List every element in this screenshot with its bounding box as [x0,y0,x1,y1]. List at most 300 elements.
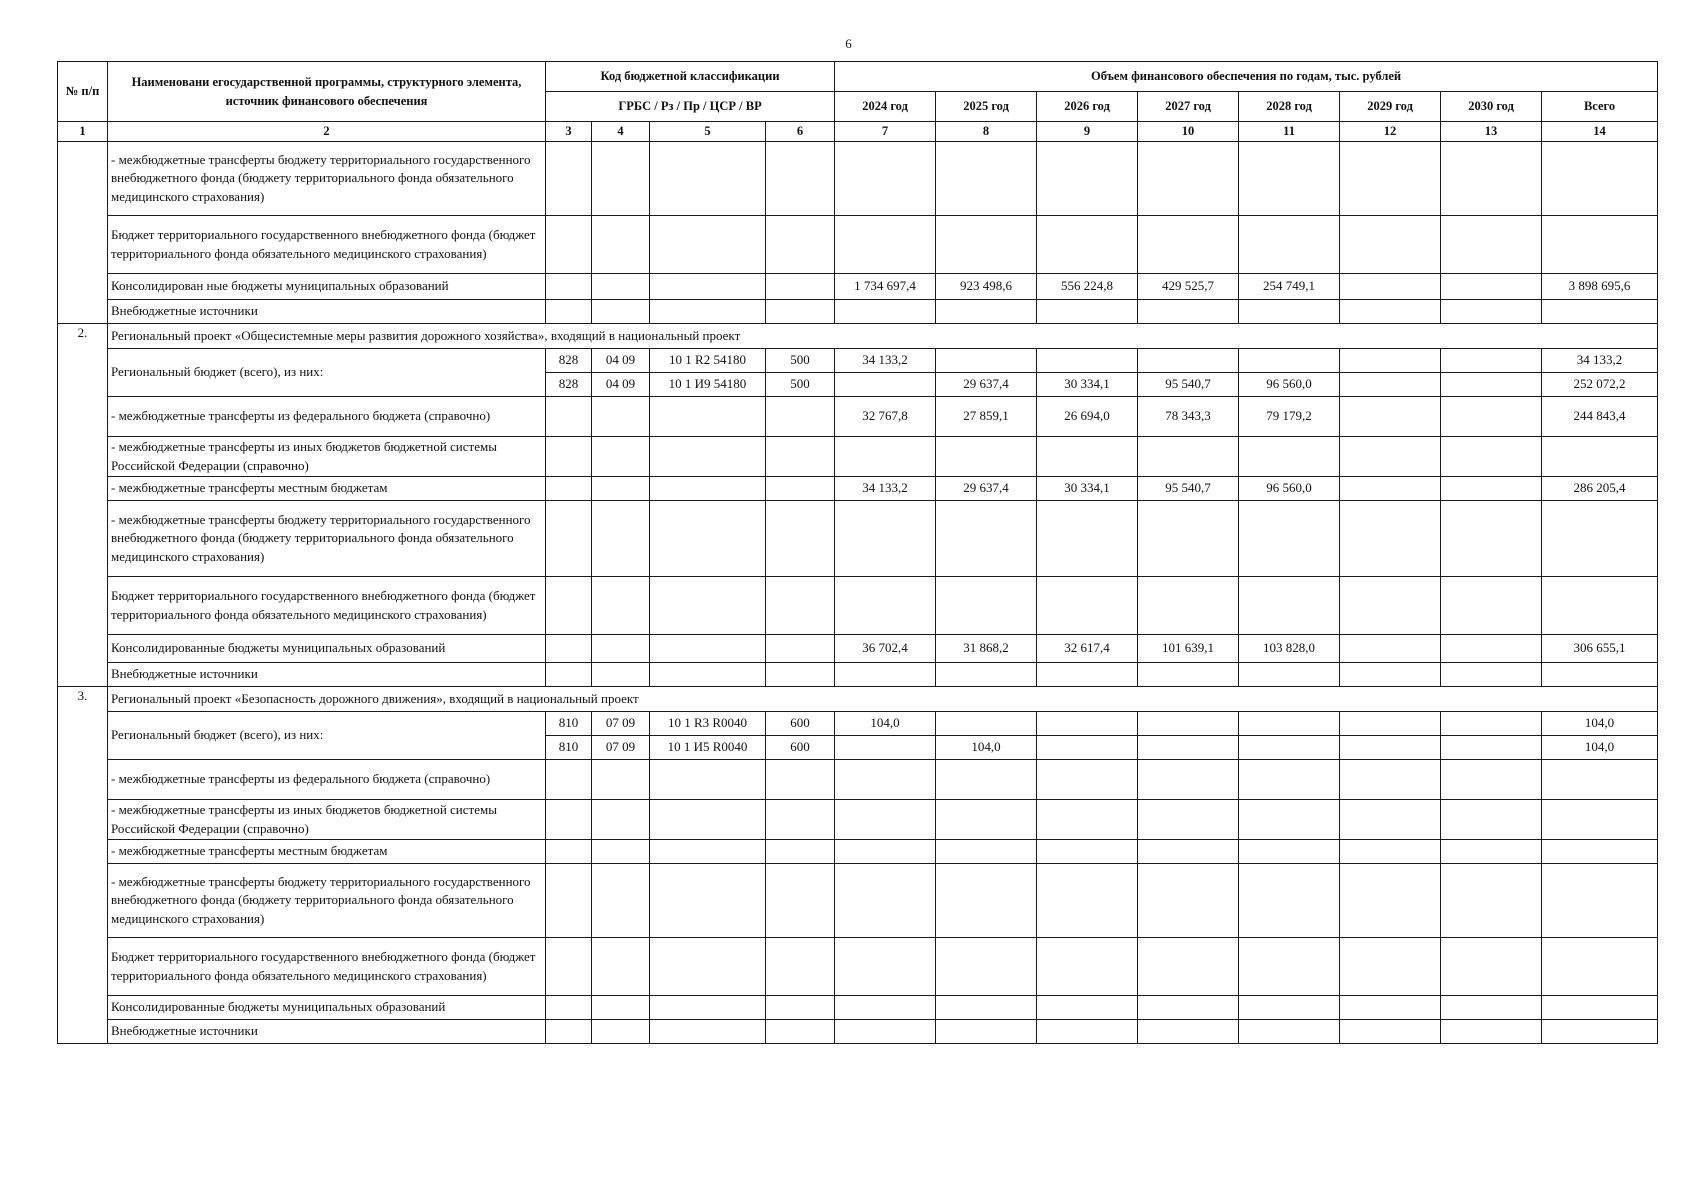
value-cell: 103 828,0 [1239,635,1340,663]
code-cell [546,800,592,840]
table-row [58,142,1658,216]
value-cell [936,300,1037,324]
value-cell [1542,501,1658,577]
value-cell [1239,736,1340,760]
code-cell [766,1020,835,1044]
value-cell: 104,0 [1542,712,1658,736]
value-cell [1037,501,1138,577]
code-cell [546,635,592,663]
value-cell [1138,800,1239,840]
value-cell [1037,300,1138,324]
value-cell [1441,142,1542,216]
table-row [58,760,1658,800]
code-cell [592,635,650,663]
row-label: Бюджет территориального государственного внебюджетного фонда (бюджет территориального фонда обязательного медицинского страхования) [108,938,546,996]
code-cell [650,437,766,477]
value-cell [1037,663,1138,687]
header-year: 2030 год [1441,92,1542,122]
code-cell [650,938,766,996]
code-cell [546,996,592,1020]
value-cell [1441,216,1542,274]
value-cell: 31 868,2 [936,635,1037,663]
code-cell [546,142,592,216]
row-label: - межбюджетные трансферты из федерального бюджета (справочно) [108,397,546,437]
value-cell [1037,800,1138,840]
value-cell [1037,840,1138,864]
value-cell [1340,397,1441,437]
code-cell [592,864,650,938]
code-cell [650,501,766,577]
grbs-code: 828 [546,349,592,373]
value-cell [1239,938,1340,996]
rz-pr-code: 04 09 [592,373,650,397]
code-cell [650,397,766,437]
value-cell [1340,477,1441,501]
table-row [58,437,1658,477]
value-cell [1138,216,1239,274]
table-row [58,938,1658,996]
code-cell [766,663,835,687]
section-title-row [58,687,1658,712]
value-cell [1441,1020,1542,1044]
value-cell [1037,142,1138,216]
table-row [58,996,1658,1020]
value-cell: 30 334,1 [1037,373,1138,397]
header-year: 2026 год [1037,92,1138,122]
column-number: 13 [1441,122,1542,142]
row-label: Бюджет территориального государственного внебюджетного фонда (бюджет территориального фонда обязательного медицинского страхования) [108,577,546,635]
value-cell [1037,437,1138,477]
header-total: Всего [1542,92,1658,122]
code-cell [592,142,650,216]
code-cell [650,663,766,687]
table-row [58,663,1658,687]
value-cell [1441,477,1542,501]
code-cell [650,635,766,663]
value-cell [835,996,936,1020]
column-number: 12 [1340,122,1441,142]
value-cell [936,840,1037,864]
value-cell [1340,274,1441,300]
value-cell [1138,437,1239,477]
row-label: - межбюджетные трансферты местным бюджетам [108,477,546,501]
value-cell [1037,577,1138,635]
value-cell [1340,373,1441,397]
value-cell [1239,142,1340,216]
value-cell: 30 334,1 [1037,477,1138,501]
value-cell [1441,437,1542,477]
value-cell: 95 540,7 [1138,477,1239,501]
value-cell: 32 617,4 [1037,635,1138,663]
value-cell [936,1020,1037,1044]
value-cell [1037,712,1138,736]
table-row [58,800,1658,840]
row-label: - межбюджетные трансферты бюджету территориального государственного внебюджетного фонда (бюджету территориального фонда обязательного медицинского страхования) [108,142,546,216]
rz-pr-code: 07 09 [592,736,650,760]
code-cell [592,840,650,864]
value-cell [1542,1020,1658,1044]
budget-table [57,61,1658,1044]
section-index: 2. [58,324,108,687]
value-cell [1239,300,1340,324]
table-row [58,501,1658,577]
grbs-code: 828 [546,373,592,397]
value-cell: 26 694,0 [1037,397,1138,437]
code-cell [546,477,592,501]
value-cell: 104,0 [835,712,936,736]
value-cell [835,736,936,760]
value-cell [1340,840,1441,864]
value-cell [835,1020,936,1044]
row-label: Внебюджетные источники [108,300,546,324]
value-cell [1542,938,1658,996]
csr-code: 10 1 R3 R0040 [650,712,766,736]
value-cell [1340,437,1441,477]
value-cell [835,577,936,635]
table-row [58,840,1658,864]
value-cell [936,216,1037,274]
value-cell [1441,501,1542,577]
code-cell [766,397,835,437]
code-cell [546,501,592,577]
code-cell [766,501,835,577]
column-number: 6 [766,122,835,142]
code-cell [546,1020,592,1044]
table-row [58,300,1658,324]
code-cell [592,663,650,687]
value-cell: 429 525,7 [1138,274,1239,300]
regional-budget-label: Региональный бюджет (всего), из них: [108,712,546,760]
vr-code: 500 [766,349,835,373]
value-cell [1542,760,1658,800]
value-cell [1441,577,1542,635]
value-cell [936,663,1037,687]
value-cell [835,501,936,577]
header-year: 2029 год [1340,92,1441,122]
value-cell [835,663,936,687]
column-number: 4 [592,122,650,142]
value-cell: 923 498,6 [936,274,1037,300]
section-index: 3. [58,687,108,1044]
value-cell [1441,635,1542,663]
code-cell [766,300,835,324]
code-cell [766,800,835,840]
row-label: Внебюджетные источники [108,1020,546,1044]
vr-code: 600 [766,736,835,760]
value-cell [1340,635,1441,663]
value-cell: 101 639,1 [1138,635,1239,663]
column-number: 11 [1239,122,1340,142]
value-cell [1441,349,1542,373]
code-cell [546,300,592,324]
value-cell [835,938,936,996]
value-cell [1340,1020,1441,1044]
code-cell [546,938,592,996]
value-cell [1340,142,1441,216]
row-label: - межбюджетные трансферты бюджету территориального государственного внебюджетного фонда (бюджету территориального фонда обязательного медицинского страхования) [108,501,546,577]
value-cell [1138,577,1239,635]
value-cell: 79 179,2 [1239,397,1340,437]
table-row [58,477,1658,501]
rz-pr-code: 04 09 [592,349,650,373]
value-cell [936,577,1037,635]
value-cell [1340,216,1441,274]
value-cell: 29 637,4 [936,373,1037,397]
value-cell: 96 560,0 [1239,373,1340,397]
value-cell [1239,1020,1340,1044]
grbs-code: 810 [546,736,592,760]
code-cell [650,300,766,324]
value-cell [1542,996,1658,1020]
value-cell [1441,938,1542,996]
code-cell [650,996,766,1020]
value-cell [1138,712,1239,736]
value-cell [1239,501,1340,577]
value-cell [1340,800,1441,840]
value-cell: 252 072,2 [1542,373,1658,397]
value-cell [1239,840,1340,864]
value-cell [1138,736,1239,760]
value-cell [1542,577,1658,635]
code-cell [650,577,766,635]
row-label: - межбюджетные трансферты местным бюджетам [108,840,546,864]
column-number: 9 [1037,122,1138,142]
header-year: 2024 год [835,92,936,122]
value-cell [1239,437,1340,477]
code-cell [650,864,766,938]
regional-budget-row [58,712,1658,736]
value-cell [1239,996,1340,1020]
value-cell [936,712,1037,736]
value-cell [1340,300,1441,324]
value-cell [1441,864,1542,938]
code-cell [592,800,650,840]
code-cell [766,216,835,274]
code-cell [546,274,592,300]
value-cell: 286 205,4 [1542,477,1658,501]
column-number: 1 [58,122,108,142]
code-cell [766,996,835,1020]
code-cell [546,216,592,274]
value-cell [835,864,936,938]
header-year: 2027 год [1138,92,1239,122]
row-label: Внебюджетные источники [108,663,546,687]
value-cell [1037,349,1138,373]
code-cell [766,437,835,477]
section-title: Региональный проект «Безопасность дорожного движения», входящий в национальный проект [108,687,1658,712]
value-cell [1542,663,1658,687]
value-cell [835,300,936,324]
value-cell: 3 898 695,6 [1542,274,1658,300]
value-cell [835,142,936,216]
code-cell [592,938,650,996]
value-cell [1138,501,1239,577]
table-row [58,864,1658,938]
value-cell [1542,437,1658,477]
value-cell [1441,663,1542,687]
column-number: 2 [108,122,546,142]
row-label: Консолидированные бюджеты муниципальных образований [108,996,546,1020]
csr-code: 10 1 И9 54180 [650,373,766,397]
value-cell: 556 224,8 [1037,274,1138,300]
value-cell [936,501,1037,577]
value-cell [1340,712,1441,736]
code-cell [766,864,835,938]
header-name: Наименовани егосударственной программы, структурного элемента, источник финансового обеспечения [108,62,546,122]
value-cell [1542,864,1658,938]
value-cell [1037,736,1138,760]
row-label: Бюджет территориального государственного внебюджетного фонда (бюджет территориального фонда обязательного медицинского страхования) [108,216,546,274]
value-cell: 34 133,2 [1542,349,1658,373]
value-cell [1542,300,1658,324]
header-funding-group: Объем финансового обеспечения по годам, тыс. рублей [835,62,1658,92]
row-label: - межбюджетные трансферты бюджету территориального государственного внебюджетного фонда (бюджету территориального фонда обязательного медицинского страхования) [108,864,546,938]
value-cell [1542,216,1658,274]
csr-code: 10 1 R2 54180 [650,349,766,373]
row-label: - межбюджетные трансферты из иных бюджетов бюджетной системы Российской Федерации (справочно) [108,800,546,840]
value-cell: 104,0 [1542,736,1658,760]
code-cell [592,477,650,501]
code-cell [766,938,835,996]
value-cell: 34 133,2 [835,349,936,373]
section-title: Региональный проект «Общесистемные меры развития дорожного хозяйства», входящий в национальный проект [108,324,1658,349]
value-cell [1239,577,1340,635]
value-cell [1340,996,1441,1020]
value-cell [1239,760,1340,800]
code-cell [592,437,650,477]
value-cell [1138,760,1239,800]
header-year: 2028 год [1239,92,1340,122]
code-cell [650,274,766,300]
value-cell [835,760,936,800]
row-label: Консолидированные бюджеты муниципальных образований [108,635,546,663]
value-cell [1037,760,1138,800]
value-cell: 32 767,8 [835,397,936,437]
value-cell [1138,142,1239,216]
value-cell [835,840,936,864]
column-number: 3 [546,122,592,142]
value-cell [936,142,1037,216]
value-cell: 27 859,1 [936,397,1037,437]
row-label: Консолидирован ные бюджеты муниципальных образований [108,274,546,300]
value-cell [1441,800,1542,840]
value-cell [1239,712,1340,736]
header-code-sub: ГРБС / Рз / Пр / ЦСР / ВР [546,92,835,122]
value-cell [1340,864,1441,938]
code-cell [766,142,835,216]
code-cell [592,577,650,635]
vr-code: 500 [766,373,835,397]
code-cell [766,635,835,663]
value-cell: 1 734 697,4 [835,274,936,300]
value-cell [1138,1020,1239,1044]
code-cell [650,1020,766,1044]
value-cell [1340,938,1441,996]
value-cell [1441,373,1542,397]
rz-pr-code: 07 09 [592,712,650,736]
code-cell [650,477,766,501]
code-cell [766,274,835,300]
table-row [58,216,1658,274]
code-cell [650,216,766,274]
value-cell [936,349,1037,373]
regional-budget-row [58,349,1658,373]
value-cell: 104,0 [936,736,1037,760]
value-cell: 34 133,2 [835,477,936,501]
column-number: 7 [835,122,936,142]
value-cell [1340,349,1441,373]
code-cell [650,840,766,864]
value-cell [1542,840,1658,864]
value-cell [835,373,936,397]
csr-code: 10 1 И5 R0040 [650,736,766,760]
value-cell [1340,736,1441,760]
row-label: - межбюджетные трансферты из федерального бюджета (справочно) [108,760,546,800]
code-cell [766,477,835,501]
table-row [58,1020,1658,1044]
value-cell [1239,663,1340,687]
code-cell [592,274,650,300]
code-cell [546,760,592,800]
value-cell [1340,663,1441,687]
value-cell [1037,1020,1138,1044]
code-cell [650,800,766,840]
value-cell [936,760,1037,800]
value-cell [1441,996,1542,1020]
value-cell [1239,349,1340,373]
value-cell [835,216,936,274]
value-cell [1441,397,1542,437]
value-cell [1037,938,1138,996]
code-cell [650,760,766,800]
value-cell [1441,840,1542,864]
section-title-row [58,324,1658,349]
value-cell [1138,663,1239,687]
value-cell [1138,938,1239,996]
value-cell [835,800,936,840]
vr-code: 600 [766,712,835,736]
value-cell [1138,840,1239,864]
value-cell [1441,300,1542,324]
value-cell [1037,996,1138,1020]
value-cell [936,938,1037,996]
table-row [58,577,1658,635]
code-cell [592,1020,650,1044]
value-cell: 306 655,1 [1542,635,1658,663]
value-cell [1239,216,1340,274]
row-label: - межбюджетные трансферты из иных бюджетов бюджетной системы Российской Федерации (справочно) [108,437,546,477]
code-cell [766,760,835,800]
regional-budget-label: Региональный бюджет (всего), из них: [108,349,546,397]
header-no: № п/п [58,62,108,122]
code-cell [546,397,592,437]
column-number: 8 [936,122,1037,142]
value-cell [936,437,1037,477]
value-cell [936,800,1037,840]
value-cell [1340,760,1441,800]
value-cell: 244 843,4 [1542,397,1658,437]
grbs-code: 810 [546,712,592,736]
code-cell [766,840,835,864]
value-cell [1037,216,1138,274]
value-cell [936,864,1037,938]
value-cell [1138,349,1239,373]
value-cell [835,437,936,477]
row-index [58,142,108,324]
table-row [58,635,1658,663]
code-cell [546,577,592,635]
header-year: 2025 год [936,92,1037,122]
